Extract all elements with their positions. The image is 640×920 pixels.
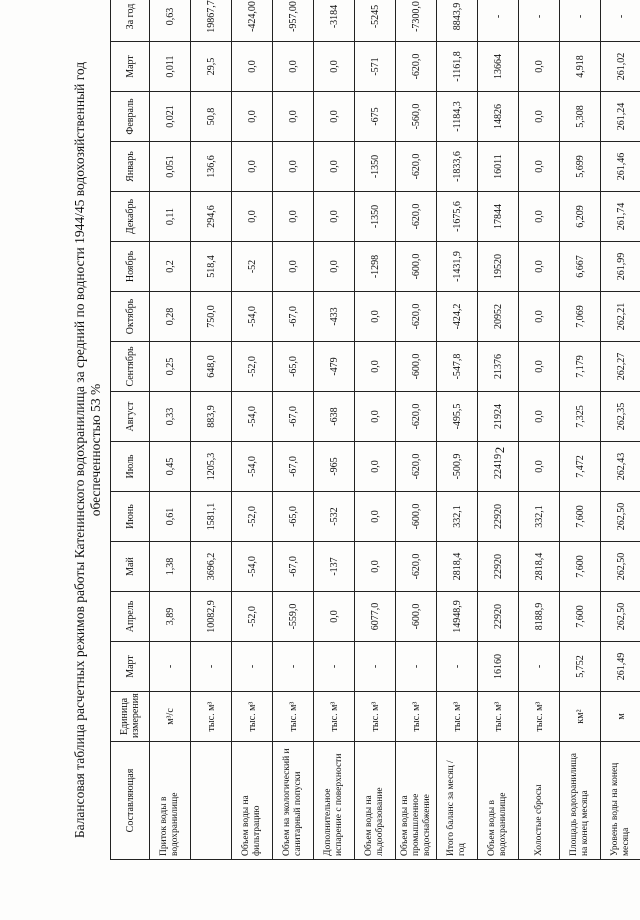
value-cell: -532 <box>314 492 355 542</box>
value-cell: 0,0 <box>355 492 396 542</box>
value-cell: -965 <box>314 442 355 492</box>
value-cell: 0,051 <box>150 142 191 192</box>
table-row <box>478 0 519 860</box>
value-cell: -1298 <box>355 242 396 292</box>
row-label: Площадь водохранилища на конец месяца <box>560 742 601 860</box>
value-cell: -1833,6 <box>437 142 478 192</box>
value-cell: -67,0 <box>273 442 314 492</box>
table-row <box>150 0 191 860</box>
value-cell: 2818,4 <box>437 542 478 592</box>
column-header: Январь <box>111 142 150 192</box>
value-cell: 7,325 <box>560 392 601 442</box>
value-cell: - <box>150 642 191 692</box>
value-cell: -433 <box>314 292 355 342</box>
value-cell: 20952 <box>478 292 519 342</box>
column-header: Апрель <box>111 592 150 642</box>
value-cell: - <box>519 0 560 42</box>
value-cell: 8188,9 <box>519 592 560 642</box>
value-cell: 262,21 <box>601 292 640 342</box>
value-cell: 0,0 <box>519 242 560 292</box>
column-header: Март <box>111 642 150 692</box>
value-cell: 0,0 <box>519 42 560 92</box>
value-cell: -424,2 <box>437 292 478 342</box>
value-cell: -620,0 <box>396 142 437 192</box>
value-cell: -52,0 <box>232 492 273 542</box>
value-cell: - <box>191 642 232 692</box>
value-cell: -1431,9 <box>437 242 478 292</box>
value-cell: 2818,4 <box>519 542 560 592</box>
value-cell: 4,918 <box>560 42 601 92</box>
value-cell: 7,600 <box>560 542 601 592</box>
value-cell: 17844 <box>478 192 519 242</box>
column-header: Июнь <box>111 492 150 542</box>
value-cell: 0,0 <box>232 142 273 192</box>
table-row <box>355 0 396 860</box>
document-title <box>72 50 104 850</box>
value-cell: 0,0 <box>232 192 273 242</box>
value-cell: 1581,1 <box>191 492 232 542</box>
value-cell: -559,0 <box>273 592 314 642</box>
value-cell: 0,0 <box>355 542 396 592</box>
unit-cell: м <box>601 692 640 742</box>
title-line-1: Балансовая таблица расчетных режимов работы Катенинского водохранилища за средний по водности 1944/45 водохозяйственный год <box>72 61 87 839</box>
value-cell: 261,49 <box>601 642 640 692</box>
value-cell: -54,0 <box>232 392 273 442</box>
unit-cell: м³/с <box>150 692 191 742</box>
value-cell: 0,0 <box>314 192 355 242</box>
value-cell: 3696,2 <box>191 542 232 592</box>
value-cell: 0,0 <box>519 192 560 242</box>
value-cell: -1184,3 <box>437 92 478 142</box>
value-cell: 19867,7 <box>191 0 232 42</box>
table-row <box>314 0 355 860</box>
value-cell: - <box>273 642 314 692</box>
value-cell: 262,50 <box>601 492 640 542</box>
value-cell: 16160 <box>478 642 519 692</box>
value-cell: 0,0 <box>314 592 355 642</box>
value-cell: 0,0 <box>273 192 314 242</box>
value-cell: -424,00 <box>232 0 273 42</box>
value-cell: -3184 <box>314 0 355 42</box>
value-cell: 0,0 <box>273 242 314 292</box>
value-cell: 6077,0 <box>355 592 396 642</box>
value-cell: 518,4 <box>191 242 232 292</box>
table-row <box>396 0 437 860</box>
value-cell: 262,50 <box>601 592 640 642</box>
value-cell: 0,0 <box>519 342 560 392</box>
value-cell: -52,0 <box>232 342 273 392</box>
column-header: Февраль <box>111 92 150 142</box>
value-cell: -52 <box>232 242 273 292</box>
value-cell: 8843,9 <box>437 0 478 42</box>
value-cell: - <box>437 642 478 692</box>
value-cell: 332,1 <box>519 492 560 542</box>
value-cell: 0,0 <box>314 42 355 92</box>
value-cell: -54,0 <box>232 442 273 492</box>
value-cell: 0,25 <box>150 342 191 392</box>
value-cell: 261,46 <box>601 142 640 192</box>
column-header: Составляющая <box>111 742 150 860</box>
value-cell: 6,667 <box>560 242 601 292</box>
value-cell: -957,00 <box>273 0 314 42</box>
value-cell: - <box>601 0 640 42</box>
value-cell: 16011 <box>478 142 519 192</box>
value-cell: 7,600 <box>560 592 601 642</box>
value-cell: 22419 <box>478 442 519 492</box>
value-cell: -675 <box>355 92 396 142</box>
value-cell: 0,021 <box>150 92 191 142</box>
value-cell: 22920 <box>478 542 519 592</box>
value-cell: 1,38 <box>150 542 191 592</box>
table-header-row <box>111 0 150 860</box>
value-cell: 0,0 <box>355 392 396 442</box>
value-cell: 10082,9 <box>191 592 232 642</box>
value-cell: 0,61 <box>150 492 191 542</box>
value-cell: -52,0 <box>232 592 273 642</box>
value-cell: 0,28 <box>150 292 191 342</box>
title-line-2: обеспеченностью 53 % <box>88 383 103 517</box>
row-label: Объем воды на промышленное водоснабжение <box>396 742 437 860</box>
value-cell: 0,0 <box>355 442 396 492</box>
value-cell: -560,0 <box>396 92 437 142</box>
balance-table <box>110 0 640 860</box>
value-cell: -5245 <box>355 0 396 42</box>
value-cell: 50,8 <box>191 92 232 142</box>
value-cell: 22920 <box>478 592 519 642</box>
column-header: Декабрь <box>111 192 150 242</box>
row-label: Холостые сбросы <box>519 742 560 860</box>
value-cell: 261,24 <box>601 92 640 142</box>
value-cell: - <box>478 0 519 42</box>
value-cell: -620,0 <box>396 442 437 492</box>
value-cell: 3,89 <box>150 592 191 642</box>
value-cell: 0,0 <box>314 242 355 292</box>
value-cell: 14948,9 <box>437 592 478 642</box>
value-cell: 21376 <box>478 342 519 392</box>
table-row <box>560 0 601 860</box>
balance-table-container <box>110 0 640 860</box>
value-cell: 7,472 <box>560 442 601 492</box>
value-cell: 5,752 <box>560 642 601 692</box>
value-cell: 0,0 <box>273 42 314 92</box>
column-header: За год <box>111 0 150 42</box>
value-cell: 7,600 <box>560 492 601 542</box>
table-body <box>150 0 640 860</box>
unit-cell: тыс. м³ <box>191 692 232 742</box>
value-cell: -65,0 <box>273 342 314 392</box>
column-header: Единица измерения <box>111 692 150 742</box>
value-cell: -1350 <box>355 142 396 192</box>
column-header: Сентябрь <box>111 342 150 392</box>
row-label: Итого баланс за месяц / год <box>437 742 478 860</box>
value-cell: 0,0 <box>314 92 355 142</box>
value-cell: 648,0 <box>191 342 232 392</box>
value-cell: -600,0 <box>396 492 437 542</box>
value-cell: 0,63 <box>150 0 191 42</box>
value-cell: -65,0 <box>273 492 314 542</box>
value-cell: -500,9 <box>437 442 478 492</box>
value-cell: 0,0 <box>232 42 273 92</box>
row-label: Объем на экологический и санитарный попуски <box>273 742 314 860</box>
value-cell: -620,0 <box>396 192 437 242</box>
row-label <box>191 742 232 860</box>
value-cell: - <box>396 642 437 692</box>
value-cell: 21924 <box>478 392 519 442</box>
value-cell: 29,5 <box>191 42 232 92</box>
value-cell: -620,0 <box>396 42 437 92</box>
value-cell: 13664 <box>478 42 519 92</box>
unit-cell: км² <box>560 692 601 742</box>
value-cell: -54,0 <box>232 542 273 592</box>
column-header: Март <box>111 42 150 92</box>
value-cell: 0,0 <box>273 92 314 142</box>
value-cell: -620,0 <box>396 292 437 342</box>
value-cell: -620,0 <box>396 542 437 592</box>
value-cell: - <box>355 642 396 692</box>
value-cell: 0,0 <box>519 92 560 142</box>
column-header: Май <box>111 542 150 592</box>
value-cell: 0,011 <box>150 42 191 92</box>
value-cell: 0,0 <box>355 342 396 392</box>
value-cell: 0,0 <box>519 392 560 442</box>
column-header: Октябрь <box>111 292 150 342</box>
value-cell: 0,45 <box>150 442 191 492</box>
value-cell: - <box>560 0 601 42</box>
value-cell: -54,0 <box>232 292 273 342</box>
row-label: Объем воды в водохранилище <box>478 742 519 860</box>
value-cell: 883,9 <box>191 392 232 442</box>
value-cell: 261,74 <box>601 192 640 242</box>
table-row <box>437 0 478 860</box>
value-cell: 0,0 <box>519 442 560 492</box>
value-cell: 1205,3 <box>191 442 232 492</box>
value-cell: -1161,8 <box>437 42 478 92</box>
row-label: Приток воды в водохранилище <box>150 742 191 860</box>
value-cell: -67,0 <box>273 542 314 592</box>
unit-cell: тыс. м³ <box>273 692 314 742</box>
row-label: Объем воды на льдообразование <box>355 742 396 860</box>
table-row <box>601 0 640 860</box>
value-cell: -137 <box>314 542 355 592</box>
value-cell: -1675,6 <box>437 192 478 242</box>
value-cell: - <box>314 642 355 692</box>
value-cell: 262,35 <box>601 392 640 442</box>
column-header: Август <box>111 392 150 442</box>
table-row <box>519 0 560 860</box>
value-cell: 136,6 <box>191 142 232 192</box>
value-cell: -600,0 <box>396 342 437 392</box>
column-header: Ноябрь <box>111 242 150 292</box>
value-cell: 6,209 <box>560 192 601 242</box>
rotated-content <box>62 0 631 880</box>
value-cell: 0,0 <box>314 142 355 192</box>
value-cell: 0,2 <box>150 242 191 292</box>
value-cell: 0,0 <box>355 292 396 342</box>
row-label: Дополнительное испарение с поверхности <box>314 742 355 860</box>
value-cell: -7300,0 <box>396 0 437 42</box>
row-label: Объем воды на фильтрацию <box>232 742 273 860</box>
value-cell: 262,27 <box>601 342 640 392</box>
value-cell: -620,0 <box>396 392 437 442</box>
value-cell: 261,02 <box>601 42 640 92</box>
value-cell: -67,0 <box>273 392 314 442</box>
value-cell: 262,50 <box>601 542 640 592</box>
value-cell: 14826 <box>478 92 519 142</box>
value-cell: 19520 <box>478 242 519 292</box>
value-cell: 294,6 <box>191 192 232 242</box>
value-cell: -1350 <box>355 192 396 242</box>
value-cell: -547,8 <box>437 342 478 392</box>
unit-cell: тыс. м³ <box>478 692 519 742</box>
value-cell: -495,5 <box>437 392 478 442</box>
row-label: Уровень воды на конец месяца <box>601 742 640 860</box>
value-cell: 332,1 <box>437 492 478 542</box>
unit-cell: тыс. м³ <box>519 692 560 742</box>
value-cell: 22920 <box>478 492 519 542</box>
value-cell: -600,0 <box>396 242 437 292</box>
value-cell: -67,0 <box>273 292 314 342</box>
value-cell: -600,0 <box>396 592 437 642</box>
column-header: Июль <box>111 442 150 492</box>
unit-cell: тыс. м³ <box>396 692 437 742</box>
value-cell: - <box>232 642 273 692</box>
unit-cell: тыс. м³ <box>232 692 273 742</box>
value-cell: 0,33 <box>150 392 191 442</box>
value-cell: 7,069 <box>560 292 601 342</box>
value-cell: -479 <box>314 342 355 392</box>
table-row <box>273 0 314 860</box>
table-row <box>191 0 232 860</box>
value-cell: 5,308 <box>560 92 601 142</box>
value-cell: 7,179 <box>560 342 601 392</box>
unit-cell: тыс. м³ <box>355 692 396 742</box>
value-cell: -571 <box>355 42 396 92</box>
unit-cell: тыс. м³ <box>314 692 355 742</box>
value-cell: 0,0 <box>519 292 560 342</box>
value-cell: 0,11 <box>150 192 191 242</box>
value-cell: -638 <box>314 392 355 442</box>
value-cell: 261,99 <box>601 242 640 292</box>
value-cell: 0,0 <box>232 92 273 142</box>
unit-cell: тыс. м³ <box>437 692 478 742</box>
value-cell: 750,0 <box>191 292 232 342</box>
value-cell: 5,699 <box>560 142 601 192</box>
table-row <box>232 0 273 860</box>
value-cell: 262,43 <box>601 442 640 492</box>
value-cell: 0,0 <box>519 142 560 192</box>
value-cell: 0,0 <box>273 142 314 192</box>
page-number: 2 <box>492 446 507 454</box>
value-cell: - <box>519 642 560 692</box>
